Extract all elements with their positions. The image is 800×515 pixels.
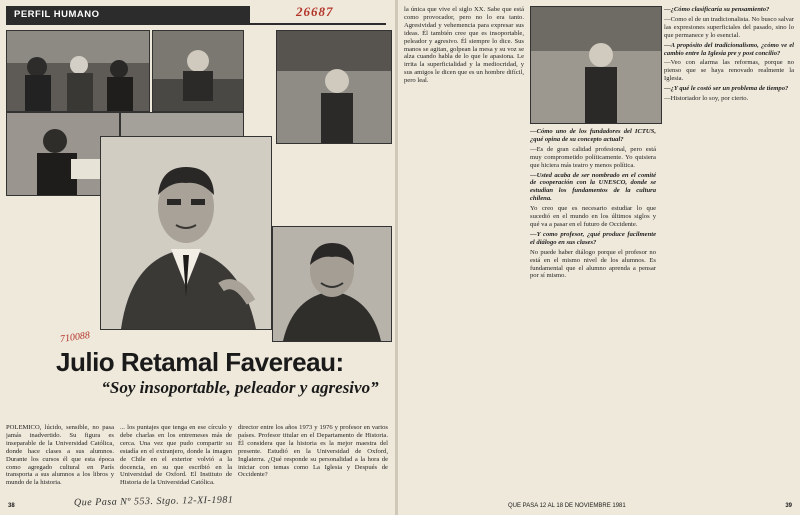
left-column-3-text: director entre los años 1973 y 1976 y profesor en varios países. Profesor titular en el Departamento de Historia. Él considera que la historia es la mejor maestra del presente. Estudió en la Universidad de Oxford, Inglaterra. ¿Qué responde su personalidad a la hora de iniciar con temas como La Iglesia y Después de Occidente? xyxy=(238,424,388,479)
archive-number: 26687 xyxy=(296,4,334,19)
photo-bookshelf-image xyxy=(277,31,391,143)
interview-question-3: —Y como profesor, ¿qué produce facilmente el diálogo en sus clases? xyxy=(530,230,656,246)
header-rule xyxy=(6,23,386,25)
interview-answer-5: —Veo con alarma las reformas, porque no pienso que se haya renovado realmente la Iglesia. xyxy=(664,59,794,83)
photo-smiling xyxy=(272,226,392,342)
interview-answer-3: No puede haber diálogo porque el profesor no está en el mismo nivel de los alumnos. Es fundamental que el alumno aprenda a pensar por sí mismo. xyxy=(530,248,656,280)
section-header: PERFIL HUMANO xyxy=(6,6,250,23)
interview-question-1: —Cómo uno de los fundadores del ICTUS, ¿qué opina de su concepto actual? xyxy=(530,128,656,143)
photo-shelf-right xyxy=(530,6,662,124)
handwritten-note: Que Pasa Nº 553. Stgo. 12-XI-1981 xyxy=(73,494,234,509)
photo-shelf-right-image xyxy=(531,7,661,123)
interview-question-6: —¿Y qué le costó ser un problema de tiempo? xyxy=(664,85,789,93)
right-column-3 xyxy=(664,6,794,496)
left-column-2 xyxy=(120,424,232,496)
right-column-1 xyxy=(404,6,524,496)
article-title: Julio Retamal Favereau: xyxy=(56,347,344,377)
photo-bookshelf xyxy=(276,30,392,144)
archive-stamp: 710088 xyxy=(59,329,91,346)
photo-classroom-image xyxy=(7,31,149,111)
interview-answer-1: —Es de gran calidad profesional, pero está muy comprometido políticamente. Yo quisiera que hiciera más teatro y menos política. xyxy=(530,145,656,169)
portrait-main-image xyxy=(101,137,271,329)
intro-column xyxy=(6,424,114,496)
interview-answer-2: Yo creo que es necesario estudiar lo que sucedió en el mundo en los últimos siglos y qué va a pasar en el futuro de Occidente. xyxy=(530,205,656,228)
photo-desk-image xyxy=(153,31,243,111)
interview-answer-6: —Historiador lo soy, por cierto. xyxy=(664,95,749,103)
interview-question-2: —Usted acaba de ser nombrado en el comité de cooperación con la UNESCO, donde se estudian los fundamentos de la cultura chilena. xyxy=(530,171,656,203)
interview-question-4: —¿Cómo clasificaría su pensamiento? xyxy=(664,6,770,13)
portrait-main xyxy=(100,136,272,330)
left-page xyxy=(0,0,396,515)
right-column-1-text: la única que vive el siglo XX. Sabe que está como provocador, pero no lo era tanto. Agresividad y vehemencia para expresar sus ideas. Él también cree que es insoportable, peleador y agresivo. Él siempre lo dice. Sus manos se agitan, golpean la mesa y su voz se alza cuando habla de lo que le apasiona. Le irrita la superficialidad y la mediocridad, y sus amigos le dicen que es un hombre difícil, pero leal. xyxy=(404,6,524,85)
intro-text: POLEMICO, lúcido, sensible, no pasa jamás inadvertido. Su figura es inseparable de la Universidad Católica, donde hace clases a sus alumnos. Durante los cursos él que esta época como agregado cultural en París transporta a sus alumnos a los libros y mundo de la historia. xyxy=(6,424,114,487)
right-page xyxy=(398,0,800,515)
right-folio: 39 xyxy=(785,503,792,509)
article-subtitle: “Soy insoportable, peleador y agresivo” xyxy=(101,378,379,397)
left-column-3 xyxy=(238,424,388,496)
interview-question-5: —A propósito del tradicionalismo, ¿cómo ve el cambio entre la Iglesia pre y post concilio? xyxy=(664,41,794,57)
photo-desk xyxy=(152,30,244,112)
left-column-2-text: ... los puntajes que tenga en ese círculo y debe charlas en los entremeses más de cerca. Una vez que pudo compartir su estadía en el extranjero, donde la imagen de Chile en el exterior volvió a la docencia, en su que escribió en la Universidad de Oxford. El Instituto de Historia de la Universidad Católica. xyxy=(120,424,232,487)
running-footer: QUE PASA 12 AL 18 DE NOVIEMBRE 1981 xyxy=(508,503,626,509)
photo-classroom xyxy=(6,30,150,112)
photo-smiling-image xyxy=(273,227,391,341)
interview-answer-4: —Como el de un tradicionalista. No busco salvar las expresiones superficiales del pasado, sino lo que permanece y lo esencial. xyxy=(664,15,794,39)
right-column-2 xyxy=(530,128,656,496)
left-folio: 38 xyxy=(8,503,15,509)
